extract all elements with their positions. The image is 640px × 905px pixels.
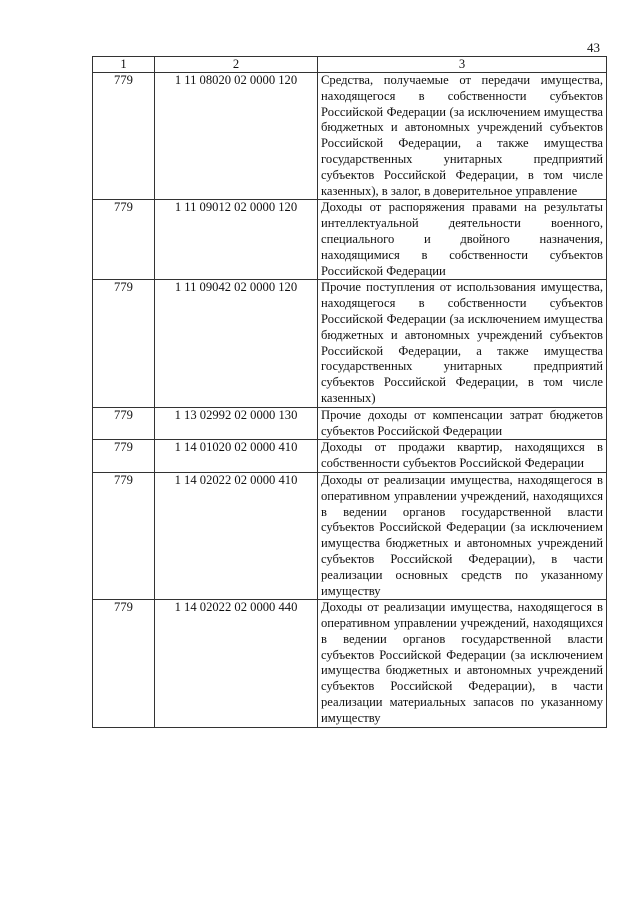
admin-code-cell: 779 — [93, 440, 155, 473]
revenue-code-cell: 1 14 01020 02 0000 410 — [155, 440, 318, 473]
revenue-name-text: Средства, получаемые от передачи имущества, находящегося в собственности субъектов Российской Федерации (за исключением имущества бюджетных и автономных учреждений субъектов Российской Федерации, а также имущества государственных унитарных предприятий субъектов Российской Федерации, в том числе казенных), в залог, в доверительное управление — [321, 73, 603, 198]
table-row — [93, 73, 607, 200]
revenue-name-cell — [318, 280, 607, 407]
revenue-name-cell — [318, 407, 607, 440]
revenue-name-cell — [318, 200, 607, 280]
revenue-name-text: Прочие доходы от компенсации затрат бюджетов субъектов Российской Федерации — [321, 407, 603, 438]
revenue-code-cell: 1 11 09012 02 0000 120 — [155, 200, 318, 280]
revenue-name-cell — [318, 440, 607, 473]
table-row — [93, 407, 607, 440]
table-row — [93, 280, 607, 407]
revenue-name-text: Доходы от продажи квартир, находящихся в собственности субъектов Российской Федерации — [321, 440, 603, 471]
revenue-name-text: Прочие поступления от использования имущества, находящегося в собственности субъектов Российской Федерации (за исключением имущества бюджетных и автономных учреждений субъектов Российской Федерации, а также имущества государственных унитарных предприятий субъектов Российской Федерации, в том числе казенных) — [321, 280, 603, 405]
revenue-code-cell: 1 14 02022 02 0000 440 — [155, 600, 318, 727]
revenue-codes-table — [92, 56, 607, 728]
admin-code-cell: 779 — [93, 407, 155, 440]
revenue-name-cell — [318, 600, 607, 727]
table-row — [93, 600, 607, 727]
header-col-2: 2 — [155, 57, 318, 73]
table-row — [93, 472, 607, 599]
revenue-code-cell: 1 13 02992 02 0000 130 — [155, 407, 318, 440]
revenue-name-cell — [318, 472, 607, 599]
revenue-code-cell: 1 11 08020 02 0000 120 — [155, 73, 318, 200]
revenue-code-cell: 1 11 09042 02 0000 120 — [155, 280, 318, 407]
admin-code-cell: 779 — [93, 600, 155, 727]
revenue-name-text: Доходы от распоряжения правами на результаты интеллектуальной деятельности военного, специального и двойного назначения, находящимися в собственности субъектов Российской Федерации — [321, 200, 603, 278]
revenue-name-cell — [318, 73, 607, 200]
table-row — [93, 200, 607, 280]
admin-code-cell: 779 — [93, 280, 155, 407]
table-header-row — [93, 57, 607, 73]
header-col-1: 1 — [93, 57, 155, 73]
table-row — [93, 440, 607, 473]
admin-code-cell: 779 — [93, 472, 155, 599]
header-col-3: 3 — [318, 57, 607, 73]
revenue-name-text: Доходы от реализации имущества, находящегося в оперативном управлении учреждений, находящихся в ведении органов государственной власти субъектов Российской Федерации (за исключением имущества бюджетных и автономных учреждений субъектов Российской Федерации), в части реализации основных средств по указанному имуществу — [321, 472, 603, 598]
admin-code-cell: 779 — [93, 200, 155, 280]
page-number: 43 — [587, 40, 600, 55]
revenue-name-text: Доходы от реализации имущества, находящегося в оперативном управлении учреждений, находящихся в ведении органов государственной власти субъектов Российской Федерации (за исключением имущества бюджетных и автономных учреждений субъектов Российской Федерации), в части реализации материальных запасов по указанному имуществу — [321, 600, 603, 725]
revenue-code-cell: 1 14 02022 02 0000 410 — [155, 472, 318, 599]
admin-code-cell: 779 — [93, 73, 155, 200]
